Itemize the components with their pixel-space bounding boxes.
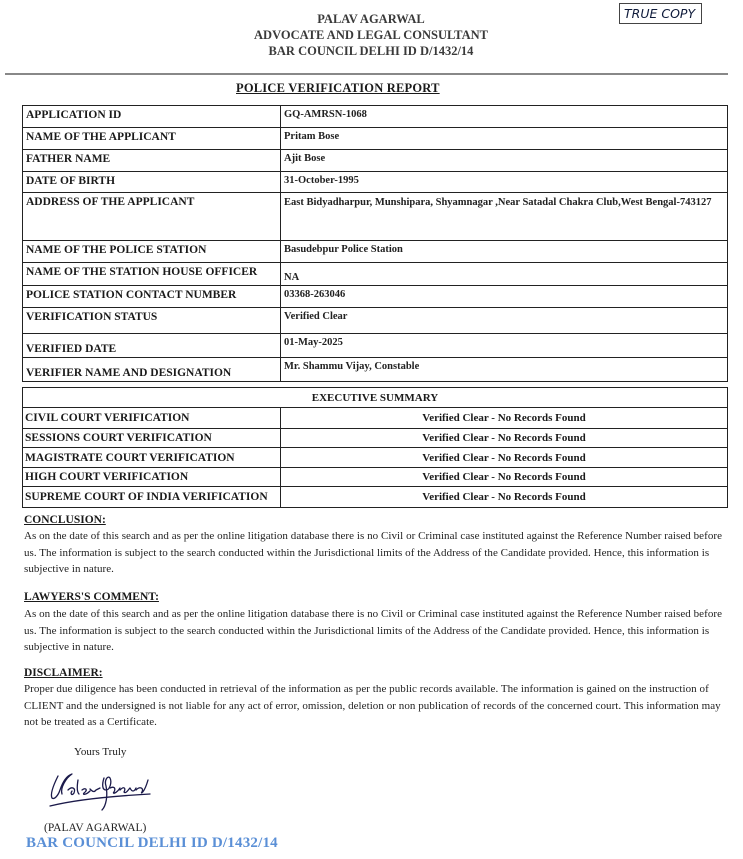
row-label: VERIFIER NAME AND DESIGNATION (23, 358, 281, 382)
table-row (23, 241, 728, 263)
court-status: Verified Clear - No Records Found (281, 468, 728, 487)
advocate-title: ADVOCATE AND LEGAL CONSULTANT (254, 28, 488, 42)
row-label: NAME OF THE APPLICANT (23, 128, 281, 150)
letterhead (221, 11, 521, 59)
row-label: APPLICATION ID (23, 106, 281, 128)
lawyers-comment-heading: LAWYERS'S COMMENT: (24, 591, 159, 603)
row-value: GQ-AMRSN-1068 (281, 106, 728, 128)
conclusion-section (24, 512, 724, 578)
row-value: East Bidyadharpur, Munshipara, Shyamnagar ,Near Satadal Chakra Club,West Bengal-743127 (281, 193, 728, 241)
report-title: POLICE VERIFICATION REPORT (236, 81, 440, 95)
table-row (23, 487, 728, 508)
court-status: Verified Clear - No Records Found (281, 487, 728, 508)
applicant-details-table (22, 105, 728, 382)
executive-summary-table (22, 387, 728, 508)
row-label: POLICE STATION CONTACT NUMBER (23, 286, 281, 308)
row-label: VERIFICATION STATUS (23, 308, 281, 334)
row-label: DATE OF BIRTH (23, 172, 281, 193)
table-row (23, 106, 728, 128)
advocate-name: PALAV AGARWAL (317, 12, 425, 26)
row-value: Verified Clear (281, 308, 728, 334)
table-row (23, 286, 728, 308)
row-value: 31-October-1995 (281, 172, 728, 193)
conclusion-text: As on the date of this search and as per the online litigation database there is no Civil or Criminal case instituted against the Reference Number raised before us. The information is subject to the search conducted within the Jurisdictional limits of the Address of the Candidate provided. Hence, this information is subjective in nature. (24, 530, 723, 575)
signature-image (44, 766, 154, 823)
row-label: NAME OF THE STATION HOUSE OFFICER (23, 263, 281, 286)
court-label: MAGISTRATE COURT VERIFICATION (23, 448, 281, 468)
lawyers-comment-section (24, 589, 724, 656)
disclaimer-text: Proper due diligence has been conducted in retrieval of the information as per the public records available. The information is gained on the instruction of CLIENT and the undersigned is not liable for any act of error, omission, deletion or non publication of records of the concerned court. This information may not be treated as a Certificate. (24, 683, 721, 728)
row-value: Ajit Bose (281, 150, 728, 172)
court-label: HIGH COURT VERIFICATION (23, 468, 281, 487)
lawyers-comment-text: As on the date of this search and as per the online litigation database there is no Civil or Criminal case instituted against the Reference Number raised before us. The information is subject to the search conducted within the Jurisdictional limits of the Address of the Candidate provided. Hence, this information is subjective in nature. (24, 608, 723, 653)
conclusion-heading: CONCLUSION: (24, 514, 106, 526)
table-row (23, 172, 728, 193)
court-status: Verified Clear - No Records Found (281, 448, 728, 468)
disclaimer-section (24, 665, 724, 731)
table-row (23, 334, 728, 358)
signatory-name: (PALAV AGARWAL) (44, 822, 147, 834)
table-row (23, 263, 728, 286)
table-row (23, 408, 728, 429)
summary-heading: EXECUTIVE SUMMARY (23, 388, 728, 408)
header-divider (5, 73, 728, 75)
advocate-bar-id: BAR COUNCIL DELHI ID D/1432/14 (268, 44, 474, 58)
court-status: Verified Clear - No Records Found (281, 429, 728, 448)
signatory-bar-id: BAR COUNCIL DELHI ID D/1432/14 (26, 835, 278, 851)
table-row (23, 448, 728, 468)
table-row (23, 429, 728, 448)
true-copy-stamp: TRUE COPY (619, 3, 702, 24)
table-row (23, 150, 728, 172)
row-value: Mr. Shammu Vijay, Constable (281, 358, 728, 382)
table-row (23, 193, 728, 241)
court-label: SESSIONS COURT VERIFICATION (23, 429, 281, 448)
row-label: FATHER NAME (23, 150, 281, 172)
row-value: 01-May-2025 (281, 334, 728, 358)
row-value: NA (281, 263, 728, 286)
table-row (23, 358, 728, 382)
row-label: VERIFIED DATE (23, 334, 281, 358)
table-row (23, 308, 728, 334)
court-label: CIVIL COURT VERIFICATION (23, 408, 281, 429)
table-row (23, 468, 728, 487)
closing-salutation: Yours Truly (74, 746, 127, 758)
court-label: SUPREME COURT OF INDIA VERIFICATION (23, 487, 281, 508)
row-value: 03368-263046 (281, 286, 728, 308)
row-value: Basudebpur Police Station (281, 241, 728, 263)
row-label: ADDRESS OF THE APPLICANT (23, 193, 281, 241)
court-status: Verified Clear - No Records Found (281, 408, 728, 429)
row-value: Pritam Bose (281, 128, 728, 150)
row-label: NAME OF THE POLICE STATION (23, 241, 281, 263)
table-row (23, 128, 728, 150)
summary-header-row (23, 388, 728, 408)
disclaimer-heading: DISCLAIMER: (24, 667, 103, 679)
